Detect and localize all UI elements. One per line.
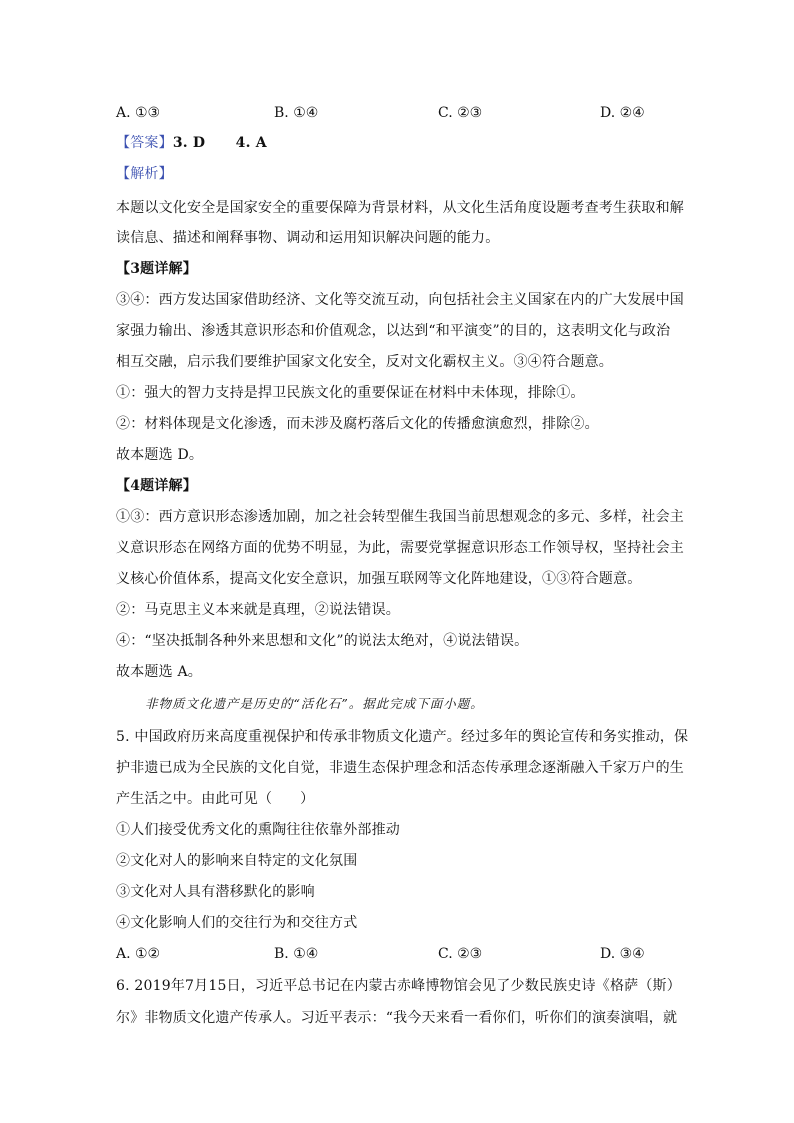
intro-line: 本题以文化安全是国家安全的重要保障为背景材料，从文化生活角度设题考查考生获取和解 [116,200,684,216]
q3-line: ①：强大的智力支持是捍卫民族文化的重要保证在材料中未体现，排除①。 [116,385,585,401]
q4-line: 义核心价值体系，提高文化安全意识，加强互联网等文化阵地建设，①③符合题意。 [116,571,642,587]
answer-line [116,133,686,153]
q4-heading: 【4题详解】 [116,478,197,494]
answer-tag: 【答案】 [116,135,173,151]
q3-line: ③④：西方发达国家借助经济、文化等交流互动，向包括社会主义国家在内的广大发展中国 [116,292,684,308]
q3-line: 家强力输出、渗透其意识形态和价值观念，以达到“和平演变”的目的，这表明文化与政治 [116,323,671,339]
q3-heading: 【3题详解】 [116,261,197,277]
q4-line: ①③：西方意识形态渗透加剧，加之社会转型催生我国当前思想观念的多元、多样，社会主 [116,509,684,525]
q3-line: ②：材料体现是文化渗透，而未涉及腐朽落后文化的传播愈演愈烈，排除②。 [116,416,599,432]
q5-option-b: B. ①④ [274,946,319,962]
answer-text: 3. D 4. A [172,135,267,151]
option-b: B. ①④ [274,105,319,121]
q5-stem-line: 护非遗已成为全民族的文化自觉，非遗生态保护理念和活态传承理念逐渐融入千家万户的生 [116,760,684,776]
q6-stem-line: 尔》非物质文化遗产传承人。习近平表示：“我今天来看一看你们，听你们的演奏演唱，就 [116,1010,678,1026]
q4-conclusion: 故本题选 A。 [116,664,202,680]
q4-line: ④：“坚决抵制各种外来思想和文化”的说法太绝对，④说法错误。 [116,633,529,649]
q3-line: 相互交融，启示我们要维护国家文化安全，反对文化霸权主义。③④符合题意。 [116,354,613,370]
q5-option-c: C. ②③ [438,946,483,962]
q5-item: ③文化对人具有潜移默化的影响 [116,884,315,900]
q4-line: ②：马克思主义本来就是真理，②说法错误。 [116,602,400,618]
q5-stem-line: 5. 中国政府历来高度重视保护和传承非物质文化遗产。经过多年的舆论宣传和务实推动，保 [116,729,689,745]
option-d: D. ②④ [600,105,645,121]
option-c: C. ②③ [438,105,483,121]
material-note: 非物质文化遗产是历史的“活化石”。据此完成下面小题。 [145,696,484,711]
q5-item: ④文化影响人们的交往行为和交往方式 [116,915,358,931]
q5-item: ①人们接受优秀文化的熏陶往往依靠外部推动 [116,822,400,838]
q3-conclusion: 故本题选 D。 [116,447,204,463]
analysis-tag: 【解析】 [116,166,173,182]
q5-stem-line: 产生活之中。由此可见（ ） [116,791,315,807]
intro-line: 读信息、描述和阐释事物、调动和运用知识解决问题的能力。 [116,230,500,246]
q5-item: ②文化对人的影响来自特定的文化氛围 [116,853,358,869]
q4-line: 义意识形态在网络方面的优势不明显，为此，需要党掌握意识形态工作领导权，坚持社会主 [116,540,684,556]
q5-option-a: A. ①② [116,946,161,962]
q6-stem-line: 6. 2019年7月15日，习近平总书记在内蒙古赤峰博物馆会见了少数民族史诗《格萨（斯） [116,978,681,994]
q5-option-d: D. ③④ [600,946,645,962]
option-a: A. ①③ [116,105,161,121]
